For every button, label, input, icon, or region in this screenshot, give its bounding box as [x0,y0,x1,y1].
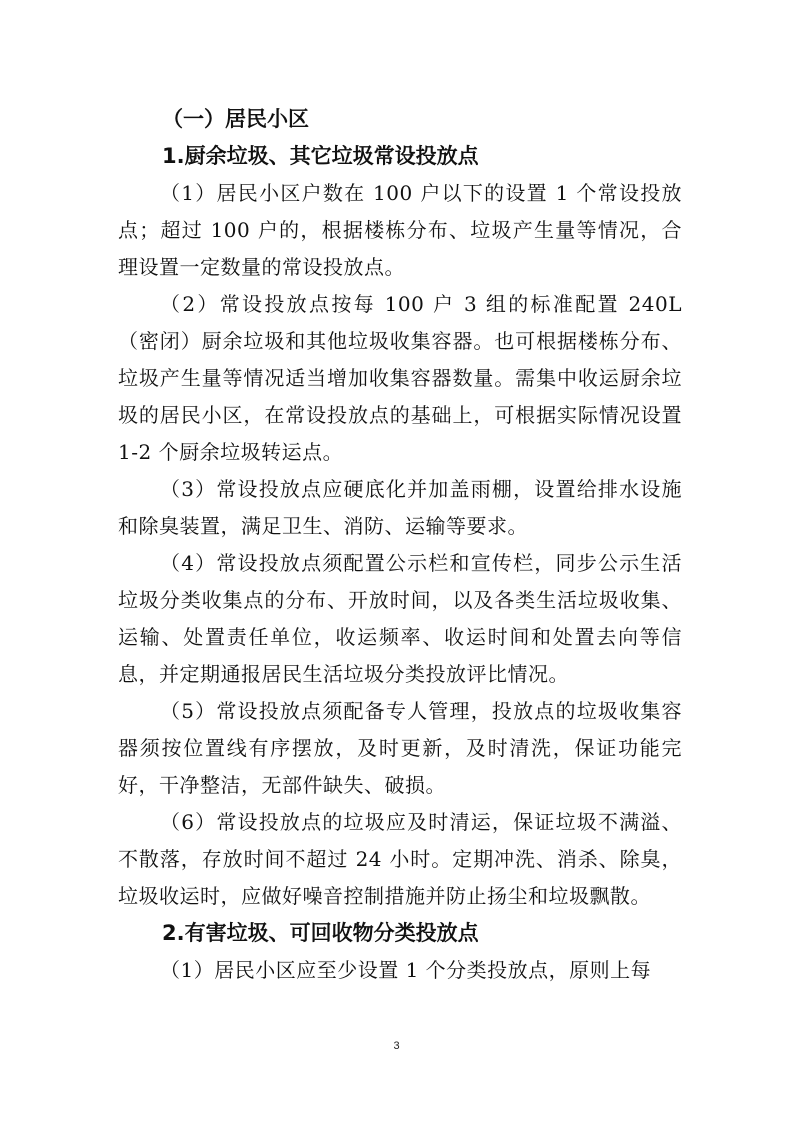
paragraph-1-2: （2）常设投放点按每 100 户 3 组的标准配置 240L（密闭）厨余垃圾和其他垃圾收集容器。也可根据楼栋分布、垃圾产生量等情况适当增加收集容器数量。需集中收运厨余垃圾的居民小区，在常设投放点的基础上，可根据实际情况设置 1-2 个厨余垃圾转运点。 [118,292,682,464]
section-heading: （一）居民小区 [162,107,309,131]
paragraph-1-3: （3）常设投放点应硬底化并加盖雨棚，设置给排水设施和除臭装置，满足卫生、消防、运输等要求。 [118,477,682,538]
subsection-heading-2: 2.有害垃圾、可回收物分类投放点 [162,921,479,945]
document-body [118,101,682,989]
paragraph-1-6: （6）常设投放点的垃圾应及时清运，保证垃圾不满溢、不散落，存放时间不超过 24 小时。定期冲洗、消杀、除臭，垃圾收运时，应做好噪音控制措施并防止扬尘和垃圾飘散。 [118,810,682,908]
paragraph-1-4: （4）常设投放点须配置公示栏和宣传栏，同步公示生活垃圾分类收集点的分布、开放时间，以及各类生活垃圾收集、运输、处置责任单位，收运频率、收运时间和处置去向等信息，并定期通报居民生活垃圾分类投放评比情况。 [118,551,682,686]
page-number: 3 [393,1040,400,1052]
paragraph-1-5: （5）常设投放点须配备专人管理，投放点的垃圾收集容器须按位置线有序摆放，及时更新，及时清洗，保证功能完好，干净整洁，无部件缺失、破损。 [118,699,682,797]
subsection-heading-1: 1.厨余垃圾、其它垃圾常设投放点 [162,144,479,168]
paragraph-1-1: （1）居民小区户数在 100 户以下的设置 1 个常设投放点；超过 100 户的，根据楼栋分布、垃圾产生量等情况，合理设置一定数量的常设投放点。 [118,181,682,279]
paragraph-2-1: （1）居民小区应至少设置 1 个分类投放点，原则上每 [160,958,652,982]
